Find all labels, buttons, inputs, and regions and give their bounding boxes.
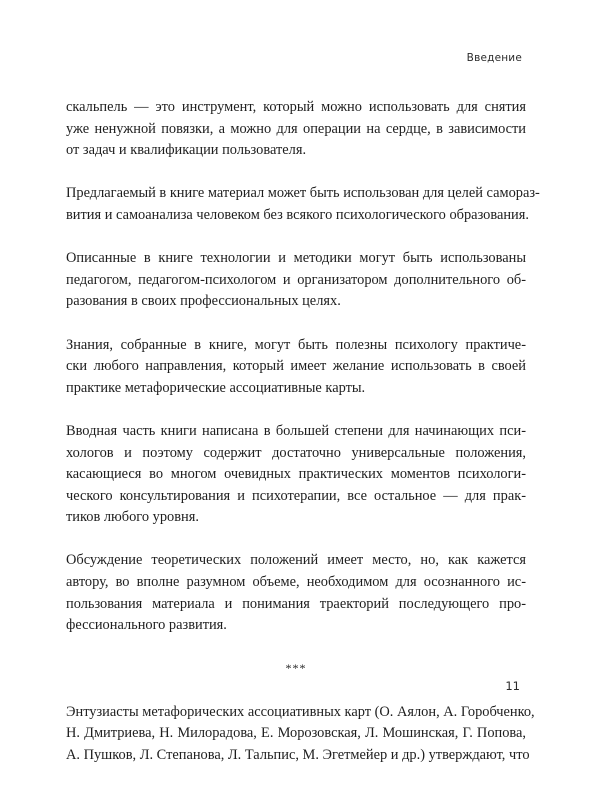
paragraph-theory-discussion bbox=[66, 550, 526, 636]
text-line: касающиеся во многом очевидных практических моментов психологи- bbox=[66, 466, 526, 483]
paragraph-enthusiasts bbox=[66, 702, 535, 767]
page-body bbox=[66, 97, 540, 788]
text-line: хологов и поэтому содержит достаточно универсальные положения, bbox=[66, 444, 526, 461]
paragraph-introductory-part bbox=[66, 421, 526, 529]
text-line: автору, во вполне разумном объеме, необходимом для осознанного ис- bbox=[66, 574, 526, 591]
text-line: ски любого направления, который имеет желание использовать в своей bbox=[66, 358, 526, 375]
section-divider: *** bbox=[285, 661, 307, 676]
text-line: фессионального развития. bbox=[66, 617, 227, 634]
text-line: Обсуждение теоретических положений имеет место, но, как кажется bbox=[66, 552, 526, 569]
text-line: педагогом, педагогом-психологом и организатором дополнительного об- bbox=[66, 271, 526, 288]
text-line: от задач и квалификации пользователя. bbox=[66, 142, 307, 159]
text-line: Предлагаемый в книге материал может быть использован для целей самораз- bbox=[66, 185, 540, 202]
text-line: А. Пушков, Л. Степанова, Л. Тальпис, М. Эгетмейер и др.) утверждают, что bbox=[66, 746, 530, 763]
text-line: Энтузиасты метафорических ассоциативных карт (О. Аялон, А. Горобченко, bbox=[66, 703, 535, 720]
text-line: Знания, собранные в книге, могут быть полезны психологу практиче- bbox=[66, 336, 526, 353]
text-line: Вводная часть книги написана в большей степени для начинающих пси- bbox=[66, 422, 526, 439]
paragraph-scalpel bbox=[66, 97, 526, 162]
running-header: Введение bbox=[466, 52, 522, 64]
page-number: 11 bbox=[505, 679, 520, 693]
text-line: практике метафорические ассоциативные карты. bbox=[66, 379, 366, 396]
text-line: уже ненужной повязки, а можно для операции на сердце, в зависимости bbox=[66, 120, 526, 137]
text-line: разования в своих профессиональных целях. bbox=[66, 293, 341, 310]
text-line: тиков любого уровня. bbox=[66, 509, 199, 526]
paragraph-self-development bbox=[66, 183, 540, 226]
text-line: Описанные в книге технологии и методики могут быть использованы bbox=[66, 250, 526, 267]
paragraph-knowledge bbox=[66, 335, 526, 400]
paragraph-technologies bbox=[66, 248, 526, 313]
text-line: ческого консультирования и психотерапии, все остальное — для прак- bbox=[66, 487, 526, 504]
text-line: Н. Дмитриева, Н. Милорадова, Е. Морозовская, Л. Мошинская, Г. Попова, bbox=[66, 725, 526, 742]
text-line: пользования материала и понимания траекторий последующего про- bbox=[66, 595, 526, 612]
text-line: скальпель — это инструмент, который можно использовать для снятия bbox=[66, 99, 526, 115]
text-line: вития и самоанализа человеком без всякого психологического образования. bbox=[66, 206, 529, 223]
